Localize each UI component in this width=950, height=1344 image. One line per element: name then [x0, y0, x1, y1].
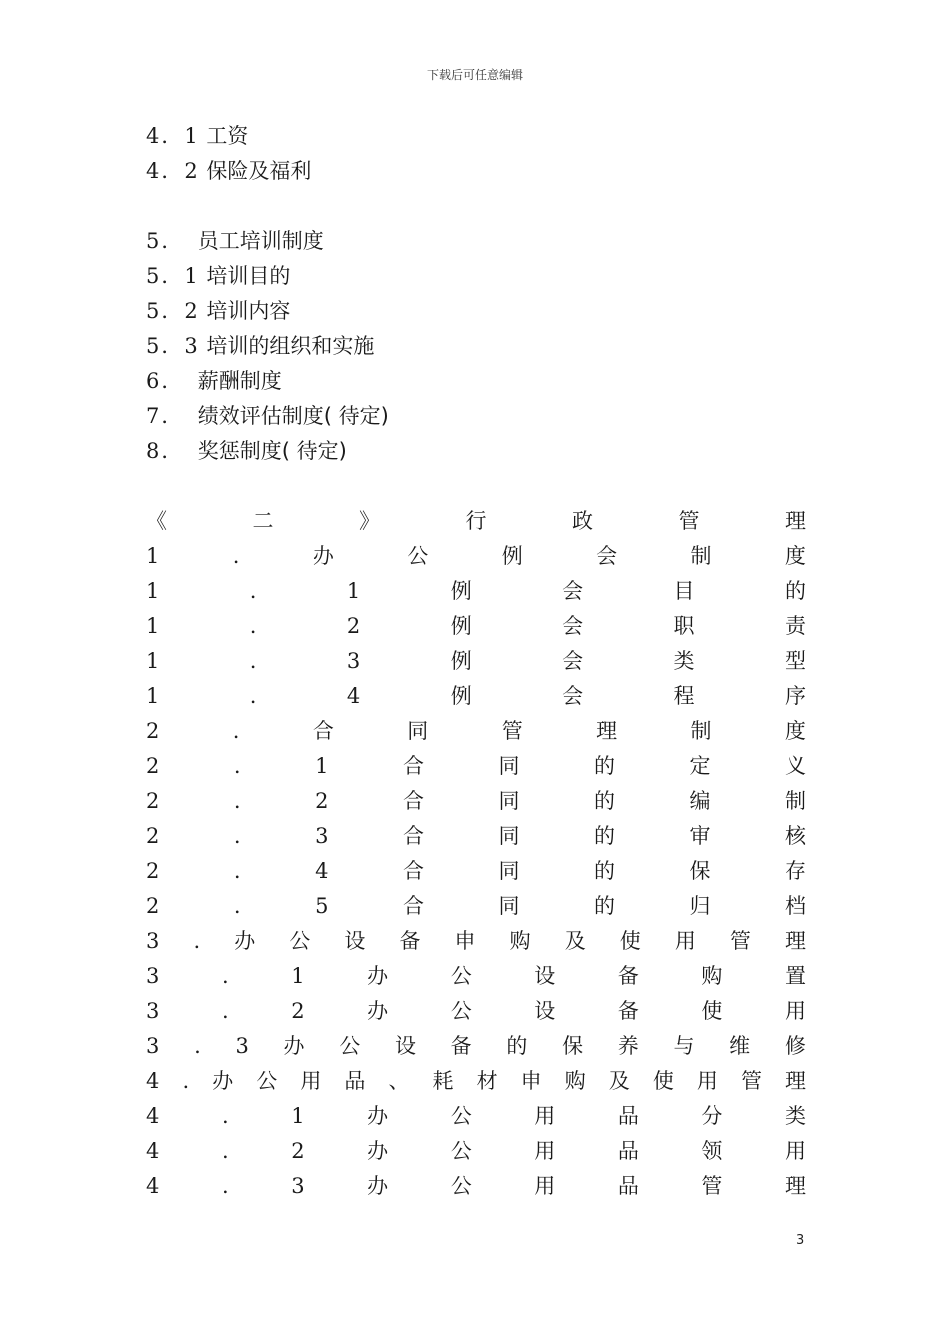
- line-glyph: 备: [450, 1034, 472, 1058]
- line-glyph: 的: [593, 859, 615, 883]
- line-glyph: 管: [678, 509, 700, 533]
- line-glyph: 合: [402, 789, 424, 813]
- line-glyph: 同: [498, 789, 520, 813]
- line-glyph: 理: [785, 509, 806, 533]
- line-glyph: 办: [367, 999, 389, 1023]
- line-glyph: 2: [146, 719, 160, 743]
- line-glyph: 用: [534, 1139, 556, 1163]
- line-glyph: 5: [315, 894, 329, 918]
- outline-item-number: 6．: [146, 369, 185, 393]
- section-item: [146, 784, 806, 819]
- line-glyph: 职: [673, 614, 695, 638]
- line-glyph: 度: [784, 544, 806, 568]
- line-glyph: .: [233, 754, 241, 778]
- line-glyph: 办: [367, 964, 389, 988]
- line-glyph: 2: [146, 789, 160, 813]
- section-item: [146, 994, 806, 1029]
- line-glyph: 维: [729, 1034, 751, 1058]
- line-glyph: 品: [617, 1139, 639, 1163]
- line-glyph: 用: [784, 1139, 806, 1163]
- line-glyph: 设: [344, 929, 366, 953]
- line-glyph: 例: [450, 579, 472, 603]
- line-glyph: 3: [146, 999, 160, 1023]
- line-glyph: 会: [562, 579, 584, 603]
- line-glyph: 公: [450, 999, 472, 1023]
- line-glyph: 2: [315, 789, 329, 813]
- line-glyph: 1: [291, 1104, 305, 1128]
- line-glyph: .: [233, 824, 241, 848]
- section-item: [146, 1169, 806, 1204]
- line-glyph: 档: [784, 894, 806, 918]
- line-glyph: 同: [498, 754, 520, 778]
- section-item: [146, 959, 806, 994]
- line-glyph: 1: [146, 544, 160, 568]
- line-glyph: .: [221, 1139, 229, 1163]
- line-glyph: 4: [146, 1174, 160, 1198]
- line-glyph: 义: [784, 754, 806, 778]
- line-glyph: 3: [346, 649, 361, 673]
- line-glyph: .: [221, 999, 229, 1023]
- line-glyph: 公: [256, 1069, 278, 1093]
- section-item: [146, 924, 806, 959]
- outline-item-number: 4．2: [146, 159, 200, 183]
- line-glyph: 及: [608, 1069, 630, 1093]
- line-glyph: 2: [146, 754, 160, 778]
- section-item: [146, 749, 806, 784]
- line-glyph: 制: [784, 789, 806, 813]
- line-glyph: 同: [498, 859, 520, 883]
- outline-item-text: 培训的组织和实施: [199, 334, 375, 358]
- line-glyph: 审: [689, 824, 711, 848]
- line-glyph: 及: [564, 929, 586, 953]
- line-glyph: .: [232, 719, 240, 743]
- line-glyph: 1: [291, 964, 305, 988]
- line-glyph: 办: [283, 1034, 305, 1058]
- line-glyph: 用: [696, 1069, 718, 1093]
- outline-item: [146, 434, 806, 469]
- line-glyph: 办: [367, 1104, 389, 1128]
- line-glyph: 1: [146, 684, 160, 708]
- outline-item-text: 保险及福利: [199, 159, 312, 183]
- line-glyph: 理: [785, 929, 806, 953]
- section-item: [146, 1064, 806, 1099]
- section-item: [146, 609, 806, 644]
- outline-item-number: 7．: [146, 404, 185, 428]
- line-glyph: 责: [784, 614, 806, 638]
- line-glyph: 理: [785, 1069, 806, 1093]
- line-glyph: .: [249, 684, 257, 708]
- line-glyph: 政: [572, 509, 593, 533]
- line-glyph: 申: [520, 1069, 542, 1093]
- line-glyph: 管: [729, 929, 751, 953]
- line-glyph: 同: [498, 894, 520, 918]
- line-glyph: 用: [674, 929, 696, 953]
- line-glyph: 同: [498, 824, 520, 848]
- line-glyph: 用: [534, 1174, 556, 1198]
- outline-item: [146, 294, 806, 329]
- line-glyph: 同: [407, 719, 429, 743]
- line-glyph: 办: [212, 1069, 234, 1093]
- line-glyph: 办: [367, 1174, 389, 1198]
- outline-item: [146, 399, 806, 434]
- section-item: [146, 574, 806, 609]
- line-glyph: 2: [291, 1139, 305, 1163]
- line-glyph: 备: [399, 929, 421, 953]
- outline-item-text: 工资: [199, 124, 249, 148]
- outline-item: [146, 364, 806, 399]
- line-glyph: 3: [315, 824, 329, 848]
- outline-item-number: 5．2: [146, 299, 200, 323]
- line-glyph: 办: [234, 929, 256, 953]
- line-glyph: .: [233, 859, 241, 883]
- page-number: 3: [796, 1233, 805, 1248]
- line-glyph: 二: [252, 509, 274, 533]
- line-glyph: 分: [701, 1104, 723, 1128]
- line-glyph: 的: [506, 1034, 528, 1058]
- section-item: [146, 889, 806, 924]
- line-glyph: 公: [407, 544, 429, 568]
- line-glyph: 1: [315, 754, 329, 778]
- line-glyph: 2: [146, 894, 160, 918]
- line-glyph: 公: [450, 1104, 472, 1128]
- line-glyph: 公: [450, 1139, 472, 1163]
- line-glyph: 管: [501, 719, 523, 743]
- outline-item-number: 8．: [146, 439, 185, 463]
- line-glyph: 类: [673, 649, 695, 673]
- line-glyph: .: [221, 1174, 229, 1198]
- line-glyph: 用: [784, 999, 806, 1023]
- line-glyph: 保: [562, 1034, 584, 1058]
- line-glyph: 品: [617, 1174, 639, 1198]
- line-glyph: 设: [534, 999, 556, 1023]
- line-glyph: .: [249, 649, 257, 673]
- line-glyph: 2: [346, 614, 361, 638]
- admin-management-list: [146, 504, 806, 1204]
- line-glyph: 4: [146, 1104, 160, 1128]
- line-glyph: 4: [346, 684, 361, 708]
- section-item: [146, 679, 806, 714]
- line-glyph: 核: [784, 824, 806, 848]
- outline-item-text: 绩效评估制度( 待定): [184, 404, 389, 428]
- line-glyph: 4: [315, 859, 329, 883]
- line-glyph: 的: [593, 789, 615, 813]
- outline-item-number: 5．1: [146, 264, 200, 288]
- line-glyph: 的: [593, 824, 615, 848]
- line-glyph: 与: [673, 1034, 695, 1058]
- page-header: 下载后可任意编辑: [426, 68, 523, 82]
- line-glyph: 用: [300, 1069, 322, 1093]
- line-glyph: 备: [617, 999, 639, 1023]
- line-glyph: 申: [454, 929, 476, 953]
- line-glyph: 1: [346, 579, 361, 603]
- line-glyph: .: [232, 544, 240, 568]
- line-glyph: 编: [689, 789, 711, 813]
- line-glyph: 、: [388, 1069, 410, 1093]
- line-glyph: 会: [596, 544, 618, 568]
- line-glyph: 会: [562, 684, 584, 708]
- line-glyph: .: [233, 894, 241, 918]
- line-glyph: 例: [450, 684, 472, 708]
- line-glyph: 领: [701, 1139, 723, 1163]
- line-glyph: 办: [367, 1139, 389, 1163]
- line-glyph: 使: [619, 929, 641, 953]
- line-glyph: 保: [689, 859, 711, 883]
- outline-item: [146, 224, 806, 259]
- section-item: [146, 714, 806, 749]
- line-glyph: 用: [534, 1104, 556, 1128]
- line-glyph: .: [249, 614, 257, 638]
- line-glyph: 》: [359, 509, 380, 533]
- outline-item-text: 培训目的: [199, 264, 291, 288]
- line-glyph: 4: [146, 1139, 160, 1163]
- line-glyph: 存: [784, 859, 806, 883]
- line-glyph: 公: [450, 964, 472, 988]
- line-glyph: 3: [235, 1034, 249, 1058]
- line-glyph: .: [221, 964, 229, 988]
- outline-item-number: 4．1: [146, 124, 200, 148]
- line-glyph: .: [249, 579, 257, 603]
- outline-item-number: 5．3: [146, 334, 200, 358]
- section-item: [146, 854, 806, 889]
- outline-item: [146, 119, 806, 154]
- section-item: [146, 539, 806, 574]
- line-glyph: 的: [593, 894, 615, 918]
- outline-item-text: 薪酬制度: [184, 369, 282, 393]
- blank-line: [146, 189, 806, 224]
- line-glyph: 2: [146, 859, 160, 883]
- outline-item: [146, 329, 806, 364]
- section-item: [146, 1029, 806, 1064]
- line-glyph: 度: [784, 719, 806, 743]
- line-glyph: 《: [146, 509, 167, 533]
- line-glyph: 1: [146, 579, 160, 603]
- line-glyph: 设: [394, 1034, 416, 1058]
- line-glyph: .: [221, 1104, 229, 1128]
- line-glyph: 购: [701, 964, 723, 988]
- outline-list: [146, 119, 806, 469]
- section-item: [146, 819, 806, 854]
- line-glyph: 管: [740, 1069, 762, 1093]
- line-glyph: 理: [596, 719, 618, 743]
- line-glyph: 3: [146, 1034, 160, 1058]
- line-glyph: 会: [562, 649, 584, 673]
- line-glyph: 的: [593, 754, 615, 778]
- line-glyph: 合: [402, 894, 424, 918]
- line-glyph: 例: [501, 544, 523, 568]
- outline-item-text: 员工培训制度: [184, 229, 324, 253]
- line-glyph: .: [194, 1034, 201, 1058]
- line-glyph: 办: [312, 544, 334, 568]
- line-glyph: 材: [476, 1069, 498, 1093]
- line-glyph: 合: [402, 824, 424, 848]
- outline-item-text: 培训内容: [199, 299, 291, 323]
- line-glyph: 2: [146, 824, 160, 848]
- line-glyph: 1: [146, 614, 160, 638]
- line-glyph: 公: [289, 929, 311, 953]
- line-glyph: 理: [784, 1174, 806, 1198]
- line-glyph: 合: [312, 719, 334, 743]
- line-glyph: 公: [450, 1174, 472, 1198]
- line-glyph: 修: [784, 1034, 806, 1058]
- line-glyph: 备: [617, 964, 639, 988]
- line-glyph: 目: [673, 579, 695, 603]
- line-glyph: 例: [450, 614, 472, 638]
- section-item: [146, 1099, 806, 1134]
- line-glyph: 4: [146, 1069, 160, 1093]
- outline-item-text: 奖惩制度( 待定): [184, 439, 347, 463]
- line-glyph: 会: [562, 614, 584, 638]
- section-heading: [146, 504, 806, 539]
- line-glyph: 例: [450, 649, 472, 673]
- line-glyph: 的: [784, 579, 806, 603]
- outline-item-number: 5．: [146, 229, 185, 253]
- outline-item: [146, 259, 806, 294]
- line-glyph: 3: [146, 929, 160, 953]
- section-item: [146, 1134, 806, 1169]
- line-glyph: 购: [509, 929, 531, 953]
- line-glyph: 行: [465, 509, 487, 533]
- line-glyph: 程: [673, 684, 695, 708]
- line-glyph: 归: [689, 894, 711, 918]
- line-glyph: 耗: [432, 1069, 454, 1093]
- line-glyph: 定: [689, 754, 711, 778]
- line-glyph: 3: [146, 964, 160, 988]
- line-glyph: 序: [784, 684, 806, 708]
- line-glyph: 合: [402, 859, 424, 883]
- line-glyph: .: [182, 1069, 190, 1093]
- line-glyph: .: [233, 789, 241, 813]
- line-glyph: 置: [784, 964, 806, 988]
- line-glyph: 类: [784, 1104, 806, 1128]
- section-item: [146, 644, 806, 679]
- line-glyph: 设: [534, 964, 556, 988]
- line-glyph: 1: [146, 649, 160, 673]
- line-glyph: 公: [339, 1034, 361, 1058]
- line-glyph: 使: [652, 1069, 674, 1093]
- line-glyph: 制: [690, 719, 712, 743]
- line-glyph: 养: [617, 1034, 639, 1058]
- line-glyph: 品: [617, 1104, 639, 1128]
- line-glyph: 管: [701, 1174, 723, 1198]
- line-glyph: 品: [344, 1069, 366, 1093]
- outline-item: [146, 154, 806, 189]
- line-glyph: 型: [784, 649, 806, 673]
- line-glyph: 购: [564, 1069, 586, 1093]
- line-glyph: 使: [701, 999, 723, 1023]
- line-glyph: 2: [291, 999, 305, 1023]
- line-glyph: 制: [690, 544, 712, 568]
- line-glyph: .: [193, 929, 201, 953]
- line-glyph: 合: [402, 754, 424, 778]
- line-glyph: 3: [291, 1174, 305, 1198]
